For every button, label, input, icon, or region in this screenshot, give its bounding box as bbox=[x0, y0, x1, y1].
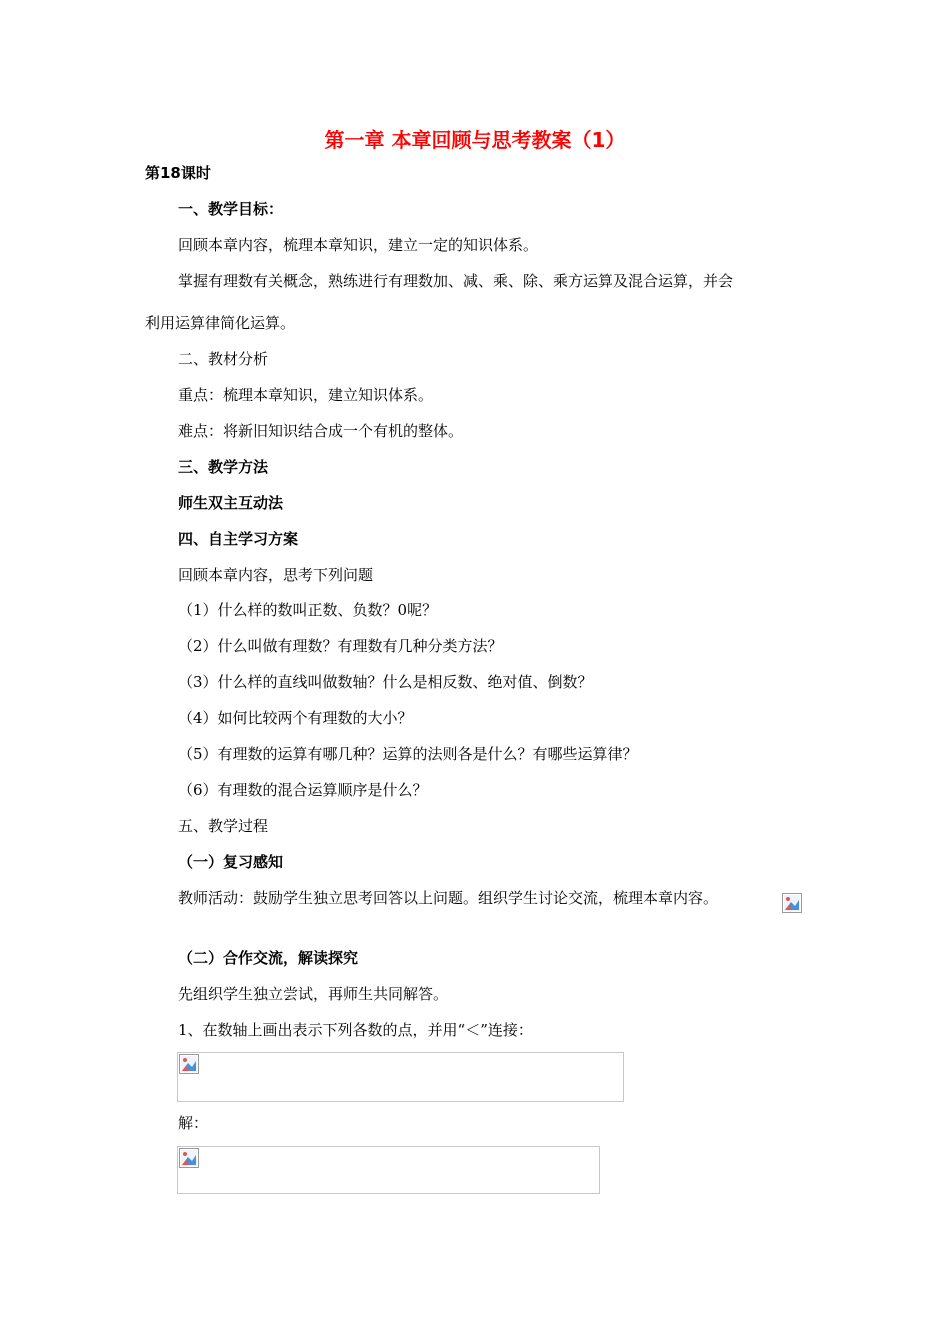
section-2-heading: 二、教材分析 bbox=[178, 350, 269, 368]
section-5-heading: 五、教学过程 bbox=[178, 817, 269, 835]
answer-image-frame bbox=[177, 1146, 600, 1194]
question-3: （3）什么样的直线叫做数轴？什么是相反数、绝对值、倒数？ bbox=[178, 673, 593, 691]
self-study-intro: 回顾本章内容，思考下列问题 bbox=[178, 566, 374, 584]
objective-2-line-2: 利用运算律简化运算。 bbox=[145, 314, 296, 332]
objective-1: 回顾本章内容，梳理本章知识，建立一定的知识体系。 bbox=[178, 236, 539, 254]
answer-label: 解： bbox=[178, 1114, 209, 1132]
subsection-cooperation-heading: （二）合作交流，解读探究 bbox=[178, 949, 359, 967]
question-6: （6）有理数的混合运算顺序是什么？ bbox=[178, 781, 428, 799]
broken-image-icon bbox=[179, 1148, 199, 1168]
teaching-method: 师生双主互动法 bbox=[178, 494, 284, 512]
instruction-paragraph: 先组织学生独立尝试，再师生共同解答。 bbox=[178, 985, 449, 1003]
section-1-heading: 一、教学目标： bbox=[178, 200, 284, 218]
difficult-point: 难点：将新旧知识结合成一个有机的整体。 bbox=[178, 422, 464, 440]
broken-image-icon bbox=[782, 893, 802, 913]
lesson-number: 第18课时 bbox=[145, 164, 211, 182]
question-1: （1）什么样的数叫正数、负数？0呢？ bbox=[178, 601, 438, 619]
key-point: 重点：梳理本章知识，建立知识体系。 bbox=[178, 386, 434, 404]
exercise-1: 1、在数轴上画出表示下列各数的点，并用“＜”连接： bbox=[178, 1021, 533, 1039]
broken-image-icon bbox=[179, 1054, 199, 1074]
question-5: （5）有理数的运算有哪几种？运算的法则各是什么？有哪些运算律？ bbox=[178, 745, 638, 763]
question-4: （4）如何比较两个有理数的大小？ bbox=[178, 709, 413, 727]
exercise-image-frame bbox=[177, 1052, 624, 1102]
section-4-heading: 四、自主学习方案 bbox=[178, 530, 299, 548]
question-2: （2）什么叫做有理数？有理数有几种分类方法？ bbox=[178, 637, 503, 655]
document-title: 第一章 本章回顾与思考教案（1） bbox=[324, 128, 626, 152]
section-3-heading: 三、教学方法 bbox=[178, 458, 269, 476]
teacher-activity: 教师活动：鼓励学生独立思考回答以上问题。组织学生讨论交流，梳理本章内容。 bbox=[178, 889, 719, 907]
subsection-review-heading: （一）复习感知 bbox=[178, 853, 284, 871]
objective-2-line-1: 掌握有理数有关概念，熟练进行有理数加、减、乘、除、乘方运算及混合运算，并会 bbox=[178, 272, 734, 290]
